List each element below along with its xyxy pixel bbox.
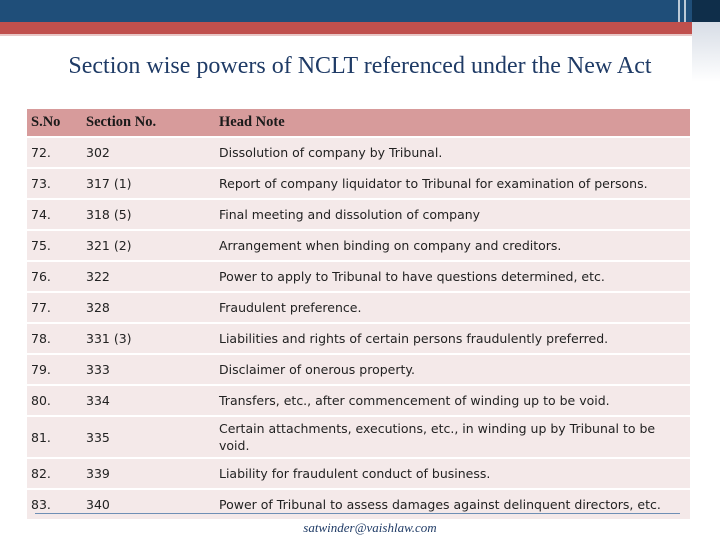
cell-section: 318 (5) (82, 199, 215, 230)
banner-corner (692, 0, 720, 22)
sections-table (27, 109, 690, 521)
banner-stripe (678, 0, 680, 22)
corner-gradient (692, 22, 720, 82)
slide-title: Section wise powers of NCLT referenced under the New Act (68, 53, 652, 79)
top-banner (0, 0, 720, 22)
table-row (27, 354, 690, 385)
table-row (27, 292, 690, 323)
banner-stripe (684, 0, 686, 22)
cell-section: 340 (82, 489, 215, 520)
table-body (27, 137, 690, 520)
header-sno: S.No (27, 109, 82, 137)
table-row (27, 489, 690, 520)
cell-sno: 72. (27, 137, 82, 168)
table-row (27, 230, 690, 261)
accent-bar (0, 22, 720, 34)
table-row (27, 323, 690, 354)
cell-headnote: Power to apply to Tribunal to have questions determined, etc. (215, 261, 690, 292)
cell-headnote: Arrangement when binding on company and creditors. (215, 230, 690, 261)
cell-sno: 79. (27, 354, 82, 385)
cell-section: 302 (82, 137, 215, 168)
table-row (27, 168, 690, 199)
header-section: Section No. (82, 109, 215, 137)
cell-sno: 78. (27, 323, 82, 354)
cell-section: 334 (82, 385, 215, 416)
cell-section: 321 (2) (82, 230, 215, 261)
cell-section: 331 (3) (82, 323, 215, 354)
cell-sno: 75. (27, 230, 82, 261)
cell-section: 322 (82, 261, 215, 292)
table-row (27, 261, 690, 292)
cell-headnote: Fraudulent preference. (215, 292, 690, 323)
cell-sno: 76. (27, 261, 82, 292)
table-header-row (27, 109, 690, 137)
cell-sno: 83. (27, 489, 82, 520)
cell-section: 317 (1) (82, 168, 215, 199)
table-row (27, 458, 690, 489)
cell-section: 335 (82, 416, 215, 458)
cell-headnote: Disclaimer of onerous property. (215, 354, 690, 385)
cell-section: 339 (82, 458, 215, 489)
cell-headnote: Report of company liquidator to Tribunal for examination of persons. (215, 168, 690, 199)
table-row (27, 385, 690, 416)
table-row (27, 416, 690, 458)
cell-section: 333 (82, 354, 215, 385)
cell-headnote: Dissolution of company by Tribunal. (215, 137, 690, 168)
cell-headnote: Liabilities and rights of certain persons fraudulently preferred. (215, 323, 690, 354)
cell-headnote: Final meeting and dissolution of company (215, 199, 690, 230)
cell-headnote: Power of Tribunal to assess damages against delinquent directors, etc. (215, 489, 690, 520)
table-row (27, 137, 690, 168)
accent-bar-line (0, 34, 720, 36)
cell-sno: 82. (27, 458, 82, 489)
cell-sno: 80. (27, 385, 82, 416)
cell-sno: 77. (27, 292, 82, 323)
table-row (27, 199, 690, 230)
cell-sno: 81. (27, 416, 82, 458)
cell-sno: 74. (27, 199, 82, 230)
cell-headnote: Liability for fraudulent conduct of business. (215, 458, 690, 489)
footer-divider (35, 513, 680, 514)
cell-headnote: Transfers, etc., after commencement of winding up to be void. (215, 385, 690, 416)
cell-section: 328 (82, 292, 215, 323)
cell-headnote: Certain attachments, executions, etc., in winding up by Tribunal to be void. (215, 416, 690, 458)
header-headnote: Head Note (215, 109, 690, 137)
footer-email: satwinder@vaishlaw.com (303, 520, 437, 535)
cell-sno: 73. (27, 168, 82, 199)
